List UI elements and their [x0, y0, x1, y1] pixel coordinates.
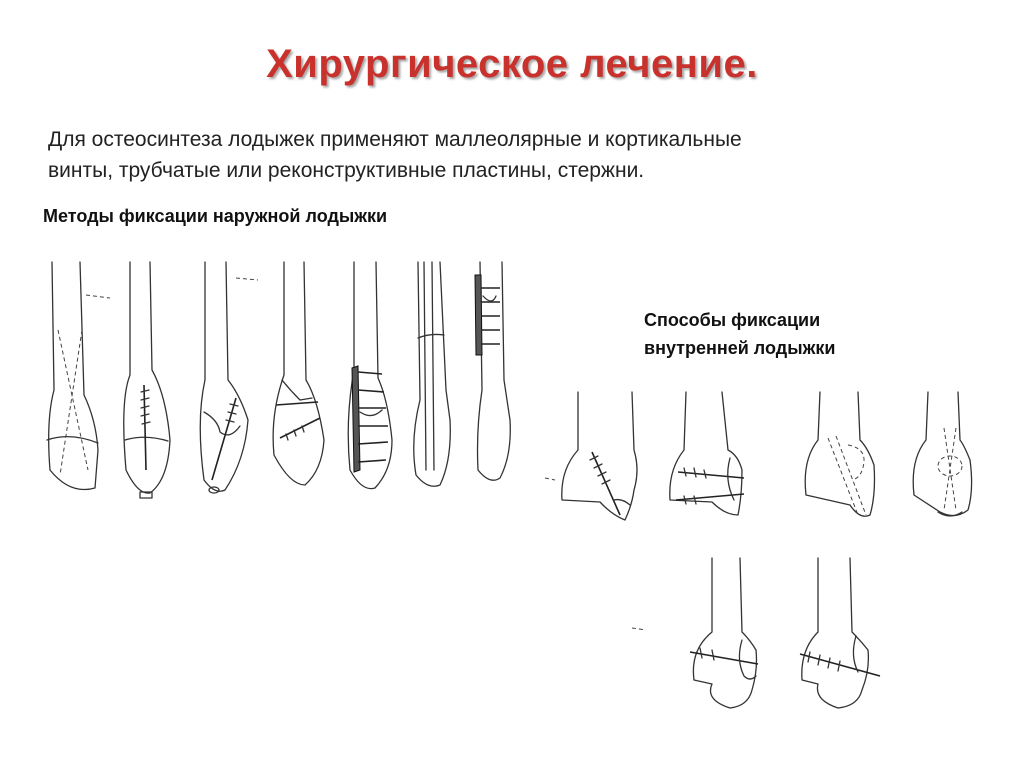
intro-line-2: винты, трубчатые или реконструктивные пластины, стержни.: [48, 159, 645, 182]
medial-method-1-illustration: [545, 392, 637, 520]
intro-line-1: Для остеосинтеза лодыжек применяют маллеолярные и кортикальные: [48, 128, 742, 151]
slide-title: Хирургическое лечение.: [266, 42, 758, 86]
medial-caption-line-2: внутренней лодыжки: [644, 338, 836, 358]
medial-method-3-illustration: [805, 392, 874, 516]
medial-method-6-illustration: [800, 558, 880, 708]
medial-method-4-illustration: [913, 392, 971, 516]
medial-method-5-illustration: [632, 558, 758, 708]
medial-caption-line-1: Способы фиксации: [644, 310, 821, 330]
medial-method-2-illustration: [670, 392, 744, 515]
lateral-malleolus-caption: Методы фиксации наружной лодыжки: [43, 206, 388, 226]
